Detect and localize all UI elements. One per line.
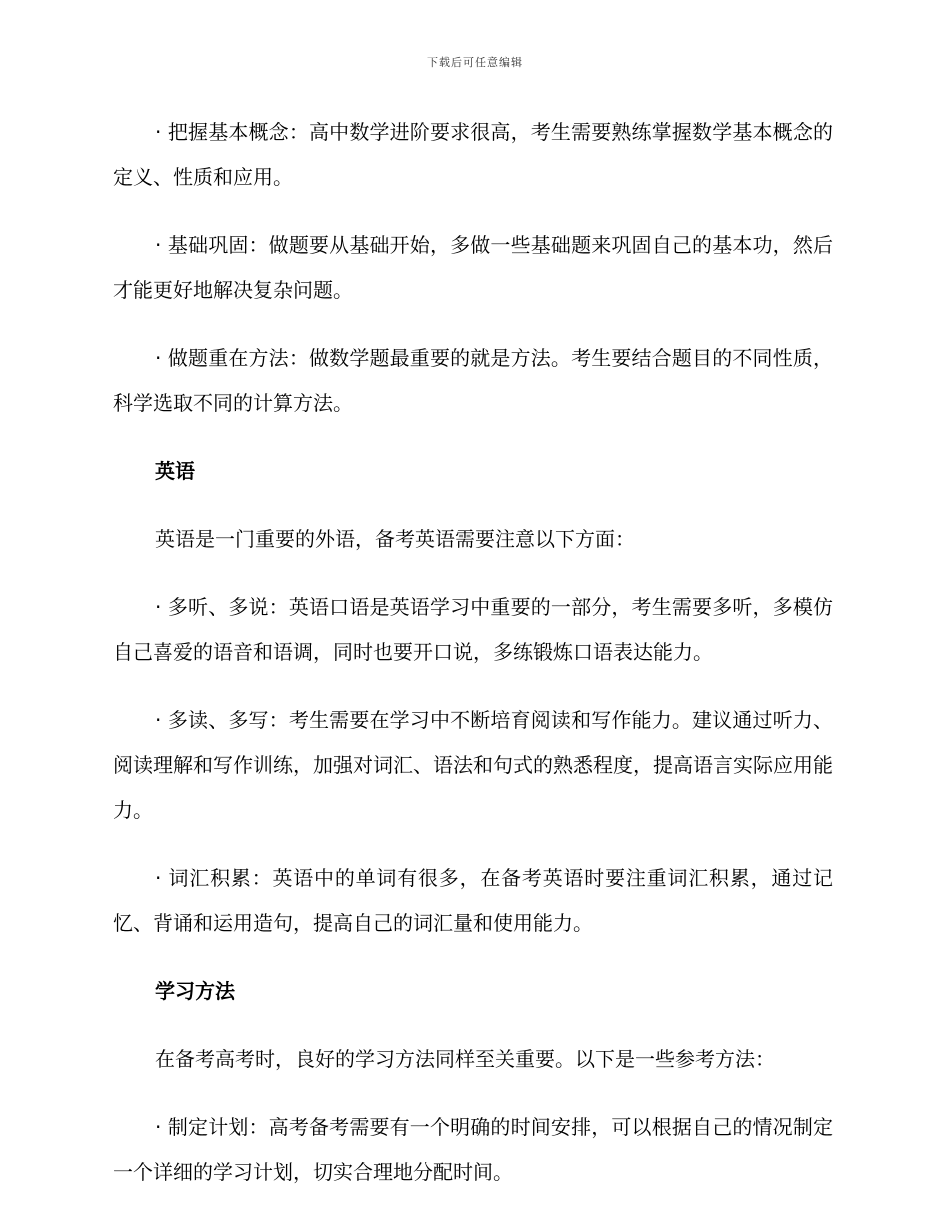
document-body: [113, 110, 833, 1218]
paragraph-english-reading: · 多读、多写：考生需要在学习中不断培育阅读和写作能力。建议通过听力、阅读理解和写作训练，加强对词汇、语法和句式的熟悉程度，提高语言实际应用能力。: [113, 708, 833, 822]
heading-study-methods: 学习方法: [155, 979, 235, 1003]
paragraph-math-basics: · 基础巩固：做题要从基础开始，多做一些基础题来巩固自己的基本功，然后才能更好地解决复杂问题。: [113, 233, 833, 302]
paragraph-study-plan: · 制定计划：高考备考需要有一个明确的时间安排，可以根据自己的情况制定一个详细的学习计划，切实合理地分配时间。: [113, 1115, 833, 1184]
paragraph-english-listening: · 多听、多说：英语口语是英语学习中重要的一部分，考生需要多听，多模仿自己喜爱的语音和语调，同时也要开口说，多练锻炼口语表达能力。: [113, 595, 833, 664]
paragraph-math-concepts: · 把握基本概念：高中数学进阶要求很高，考生需要熟练掌握数学基本概念的定义、性质和应用。: [113, 120, 833, 189]
heading-english: 英语: [155, 459, 195, 483]
page-header: 下载后可任意编辑: [427, 56, 523, 69]
paragraph-english-vocabulary: · 词汇积累：英语中的单词有很多，在备考英语时要注重词汇积累，通过记忆、背诵和运用造句，提高自己的词汇量和使用能力。: [113, 866, 833, 935]
paragraph-study-intro: 在备考高考时，良好的学习方法同样至关重要。以下是一些参考方法：: [155, 1047, 775, 1071]
paragraph-english-intro: 英语是一门重要的外语，备考英语需要注意以下方面：: [155, 527, 635, 551]
paragraph-math-methods: · 做题重在方法：做数学题最重要的就是方法。考生要结合题目的不同性质，科学选取不同的计算方法。: [113, 346, 833, 415]
